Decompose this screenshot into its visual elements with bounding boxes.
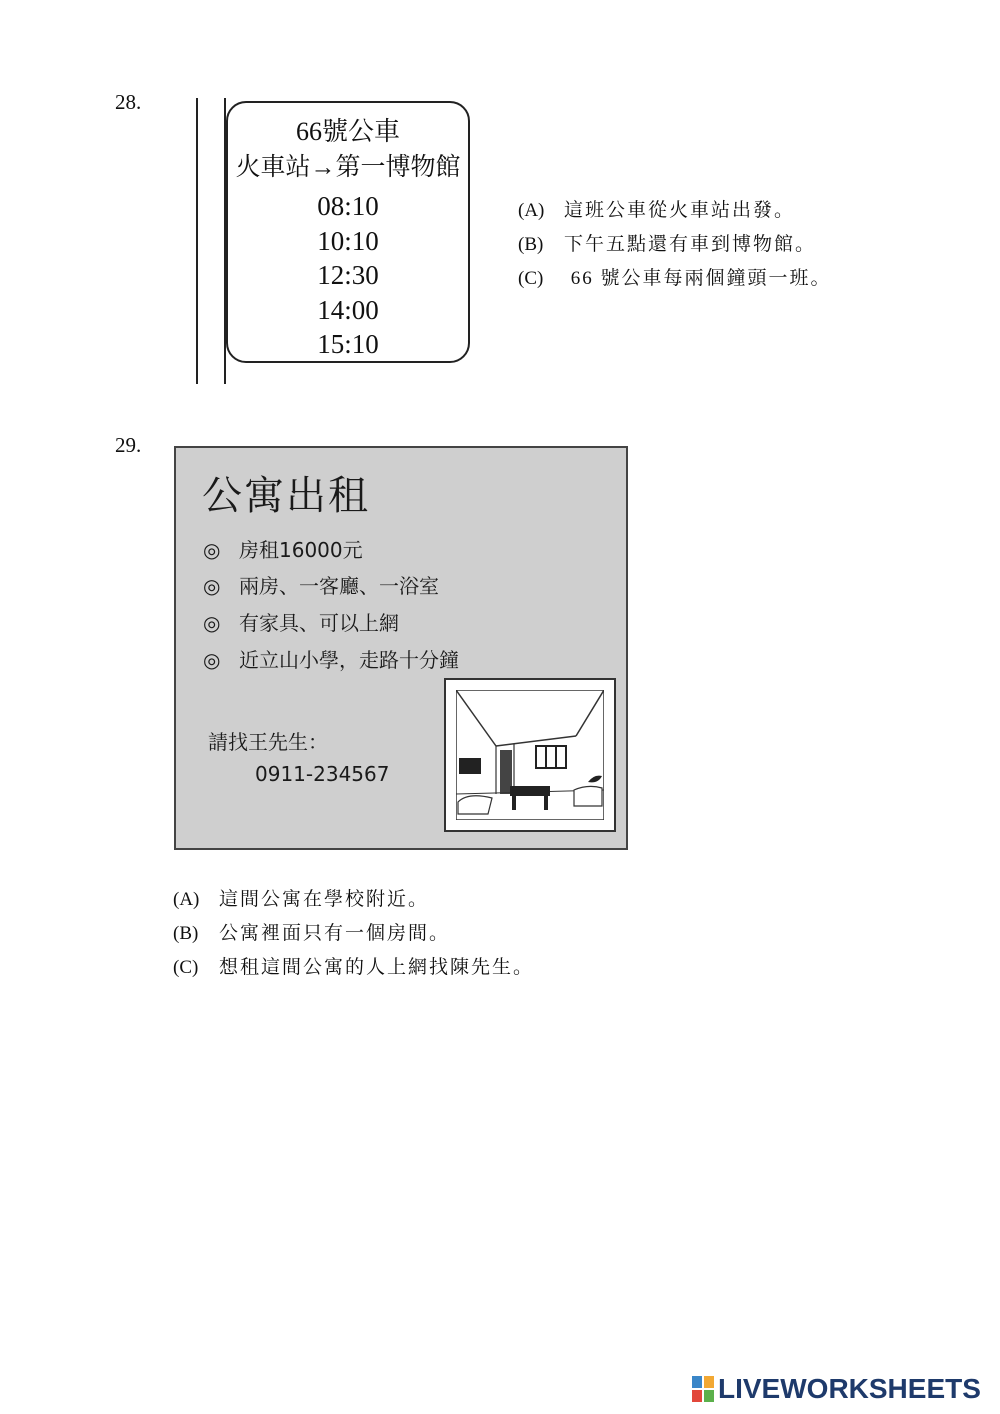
- bus-time: 10:10: [317, 225, 379, 256]
- bus-stop-pole: [196, 98, 226, 384]
- liveworksheets-icon: [692, 1376, 714, 1402]
- liveworksheets-logo[interactable]: [692, 1374, 981, 1404]
- living-room-illustration: [456, 690, 604, 820]
- room-photo: [444, 678, 616, 832]
- bus-time: 14:00: [317, 294, 379, 325]
- bus-sign-title: 66號公車: [295, 117, 400, 146]
- ad-item: ◎ 房租16000元: [203, 538, 363, 562]
- logo-text: LIVEWORKSHEETS: [718, 1373, 981, 1404]
- option-a[interactable]: (A) 這間公寓在學校附近。: [173, 889, 430, 910]
- ad-phone: 0911-234567: [255, 762, 390, 786]
- ad-contact: 請找王先生：: [208, 730, 328, 754]
- q28-options: [518, 194, 832, 296]
- option-c[interactable]: (C) 想租這間公寓的人上網找陳先生。: [173, 957, 535, 978]
- ad-item: ◎ 有家具、可以上網: [203, 611, 399, 635]
- ad-item: ◎ 兩房、一客廳、一浴室: [203, 574, 439, 598]
- question-number: 29.: [115, 433, 142, 457]
- apartment-ad: [174, 446, 628, 850]
- q29-options: [173, 883, 534, 985]
- bus-sign-route: 火車站→第一博物館: [235, 154, 461, 181]
- option-b[interactable]: (B) 下午五點還有車到博物館。: [518, 234, 817, 255]
- option-a[interactable]: (A) 這班公車從火車站出發。: [518, 200, 796, 221]
- ad-item: ◎ 近立山小學，走路十分鐘: [203, 648, 459, 672]
- bus-time: 08:10: [317, 191, 379, 221]
- option-b[interactable]: (B) 公寓裡面只有一個房間。: [173, 923, 451, 944]
- ad-title: 公寓出租: [202, 473, 370, 519]
- bus-timetable: [228, 189, 468, 362]
- option-c[interactable]: (C) 66 號公車每兩個鐘頭一班。: [518, 268, 832, 289]
- bus-time: 12:30: [317, 260, 379, 290]
- question-number: 28.: [115, 90, 142, 114]
- bus-time: 15:10: [317, 329, 379, 359]
- bus-sign: [226, 101, 470, 363]
